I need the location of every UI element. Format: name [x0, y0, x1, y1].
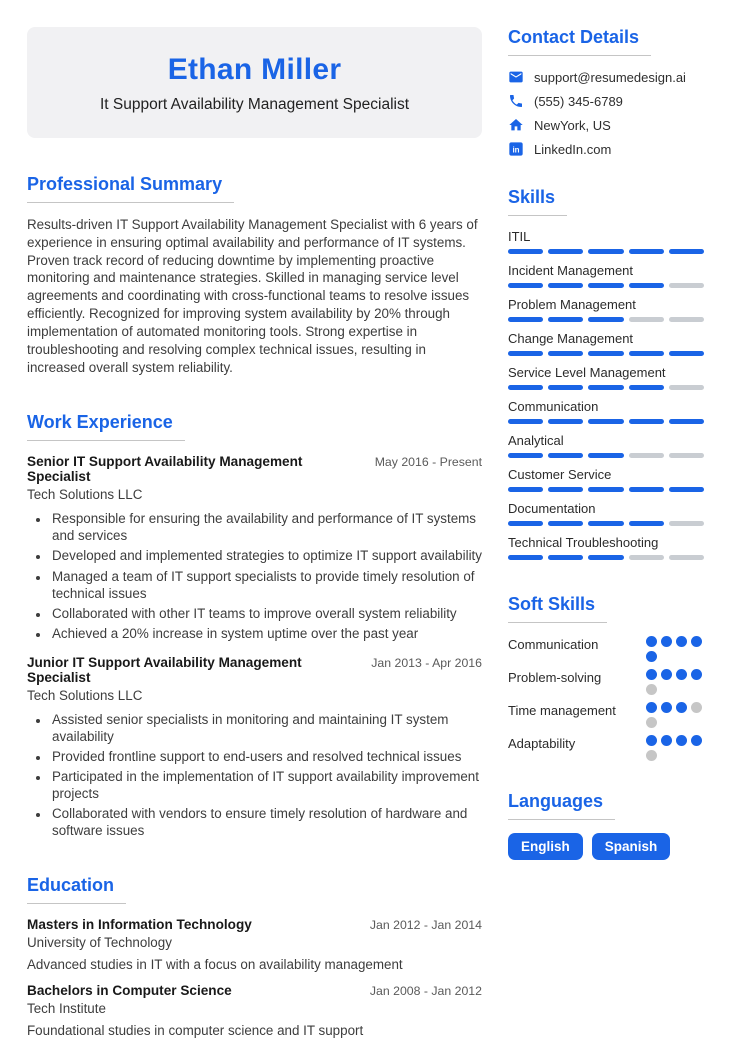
- skill-segment: [508, 487, 543, 492]
- contact-item[interactable]: [508, 93, 704, 109]
- skill-segment: [508, 453, 543, 458]
- soft-skill-item: [508, 669, 704, 695]
- rating-dot: [661, 735, 672, 746]
- soft-skill-name: Problem-solving: [508, 670, 602, 685]
- degree-title: Masters in Information Technology: [27, 916, 252, 932]
- job-bullet: • Achieved a 20% increase in system uptime over the past year: [50, 625, 482, 642]
- soft-skill-dots: [646, 702, 704, 728]
- job-bullet: • Collaborated with vendors to ensure timely resolution of hardware and software issues: [50, 805, 482, 839]
- job-bullet: • Managed a team of IT support specialists to provide timely resolution of technical issues: [50, 568, 482, 602]
- skill-segment: [508, 283, 543, 288]
- job-bullet: • Assisted senior specialists in monitoring and maintaining IT system availability: [50, 711, 482, 745]
- skill-name: Service Level Management: [508, 365, 666, 380]
- skill-segment: [508, 351, 543, 356]
- rating-dot: [646, 684, 657, 695]
- soft-skill-dots: [646, 636, 704, 662]
- skill-segment: [548, 249, 583, 254]
- skill-segment: [629, 419, 664, 424]
- soft-skill-name: Communication: [508, 637, 599, 652]
- skill-level-bar: [508, 283, 704, 288]
- skill-segment: [669, 487, 704, 492]
- contact-item[interactable]: [508, 141, 704, 157]
- rating-dot: [646, 717, 657, 728]
- contact-text: LinkedIn.com: [534, 141, 612, 157]
- skill-item: [508, 399, 704, 424]
- education-entry-header: [27, 917, 482, 932]
- job-entry: [27, 454, 482, 641]
- skill-name: Communication: [508, 399, 599, 414]
- section-professional-summary: [27, 174, 482, 376]
- skill-segment: [548, 317, 583, 322]
- skill-item: [508, 331, 704, 356]
- skill-segment: [508, 317, 543, 322]
- left-column: [27, 27, 482, 1049]
- school-name: University of Technology: [27, 934, 172, 950]
- job-bullet: • Collaborated with other IT teams to improve overall system reliability: [50, 605, 482, 622]
- languages-list: [508, 833, 704, 860]
- job-entry-header: [27, 454, 482, 484]
- job-dates: Jan 2013 - Apr 2016: [371, 655, 482, 670]
- rating-dot: [646, 669, 657, 680]
- job-bullet: • Developed and implemented strategies to optimize IT support availability: [50, 547, 482, 564]
- skill-name: Incident Management: [508, 263, 634, 278]
- school-name: Tech Institute: [27, 1000, 106, 1016]
- soft-skill-name: Time management: [508, 703, 616, 718]
- skill-segment: [669, 555, 704, 560]
- contact-item[interactable]: [508, 117, 704, 133]
- soft-skill-item: [508, 636, 704, 662]
- skill-segment: [629, 317, 664, 322]
- email-icon: [508, 69, 524, 85]
- job-bullet: • Participated in the implementation of IT support availability improvement projects: [50, 768, 482, 802]
- skill-segment: [548, 453, 583, 458]
- skill-level-bar: [508, 453, 704, 458]
- skill-segment: [588, 351, 623, 356]
- rating-dot: [661, 669, 672, 680]
- section-education: [27, 875, 482, 1038]
- skill-item: [508, 263, 704, 288]
- skill-segment: [588, 419, 623, 424]
- jobs-list: [27, 454, 482, 838]
- skill-segment: [548, 385, 583, 390]
- skill-item: [508, 365, 704, 390]
- skill-segment: [588, 453, 623, 458]
- job-title: Junior IT Support Availability Management Specialist: [27, 654, 302, 685]
- skill-segment: [548, 555, 583, 560]
- education-heading: Education: [27, 875, 126, 904]
- skill-segment: [588, 521, 623, 526]
- skill-item: [508, 433, 704, 458]
- skill-segment: [629, 521, 664, 526]
- skill-segment: [629, 249, 664, 254]
- skill-segment: [669, 317, 704, 322]
- skills-list: [508, 229, 704, 560]
- skill-level-bar: [508, 419, 704, 424]
- job-entry-header: [27, 655, 482, 685]
- degree-title: Bachelors in Computer Science: [27, 982, 232, 998]
- skill-segment: [669, 521, 704, 526]
- rating-dot: [646, 750, 657, 761]
- resume-header: [27, 27, 482, 138]
- languages-heading: Languages: [508, 791, 615, 820]
- skill-segment: [669, 249, 704, 254]
- skill-segment: [629, 385, 664, 390]
- soft-skills-list: [508, 636, 704, 761]
- soft-skill-dots: [646, 669, 704, 695]
- skill-segment: [588, 385, 623, 390]
- education-list: [27, 917, 482, 1038]
- skill-name: Technical Troubleshooting: [508, 535, 659, 550]
- skill-name: ITIL: [508, 229, 531, 244]
- education-dates: Jan 2008 - Jan 2012: [369, 983, 482, 998]
- job-bullet: • Responsible for ensuring the availability and performance of IT systems and services: [50, 510, 482, 544]
- skills-heading: Skills: [508, 187, 567, 216]
- contact-text: support@resumedesign.ai: [534, 69, 686, 85]
- education-dates: Jan 2012 - Jan 2014: [369, 917, 482, 932]
- skill-level-bar: [508, 555, 704, 560]
- section-soft-skills: [508, 594, 704, 761]
- skill-segment: [588, 487, 623, 492]
- professional-summary-text: Results-driven IT Support Availability Management Specialist with 6 years of experience in ensuring optimal availability and performance of IT systems. Proven track record of reducing downtime by implementing proactive monitoring and maintenance strategies. Skilled in managing service level agreements and coordinating with cross-functional teams to resolve issues efficiently. Recognized for improving system availability by 20% through implementation of automated monitoring tools. Strong expertise in troubleshooting and resolving complex technical issues, resulting in increased overall system reliability.: [27, 217, 478, 375]
- contact-text: (555) 345-6789: [534, 93, 623, 109]
- section-skills: [508, 187, 704, 560]
- skill-segment: [669, 419, 704, 424]
- skill-segment: [548, 487, 583, 492]
- skill-segment: [588, 555, 623, 560]
- language-pill[interactable]: English: [508, 833, 583, 860]
- svg-text:in: in: [512, 145, 520, 155]
- rating-dot: [691, 735, 702, 746]
- skill-level-bar: [508, 385, 704, 390]
- skill-segment: [588, 317, 623, 322]
- skill-segment: [508, 555, 543, 560]
- candidate-name: Ethan Miller: [167, 53, 342, 86]
- skill-segment: [629, 283, 664, 288]
- section-contact-details: [508, 27, 704, 157]
- contact-list: [508, 69, 704, 157]
- skill-segment: [629, 487, 664, 492]
- skill-item: [508, 467, 704, 492]
- linkedin-icon: [508, 141, 524, 157]
- skill-segment: [629, 555, 664, 560]
- skill-level-bar: [508, 351, 704, 356]
- skill-segment: [669, 351, 704, 356]
- skill-segment: [588, 249, 623, 254]
- job-bullet: • Provided frontline support to end-users and resolved technical issues: [50, 748, 482, 765]
- work-experience-heading: Work Experience: [27, 412, 185, 441]
- skill-segment: [548, 283, 583, 288]
- candidate-title: It Support Availability Management Specialist: [99, 96, 410, 113]
- job-bullets: [27, 711, 482, 839]
- section-work-experience: [27, 412, 482, 838]
- skill-segment: [629, 351, 664, 356]
- skill-name: Documentation: [508, 501, 596, 516]
- skill-item: [508, 297, 704, 322]
- rating-dot: [676, 669, 687, 680]
- rating-dot: [691, 636, 702, 647]
- skill-segment: [508, 249, 543, 254]
- section-languages: [508, 791, 704, 860]
- skill-segment: [508, 385, 543, 390]
- education-description: Advanced studies in IT with a focus on availability management: [27, 956, 403, 972]
- professional-summary-heading: Professional Summary: [27, 174, 234, 203]
- rating-dot: [646, 735, 657, 746]
- skill-level-bar: [508, 521, 704, 526]
- rating-dot: [676, 702, 687, 713]
- rating-dot: [661, 636, 672, 647]
- contact-text: NewYork, US: [534, 117, 611, 133]
- rating-dot: [691, 669, 702, 680]
- soft-skill-dots: [646, 735, 704, 761]
- skill-segment: [669, 385, 704, 390]
- skill-segment: [669, 283, 704, 288]
- contact-item[interactable]: [508, 69, 704, 85]
- job-title: Senior IT Support Availability Management Specialist: [27, 454, 303, 485]
- job-entry: [27, 655, 482, 839]
- phone-icon: [508, 93, 524, 109]
- skill-level-bar: [508, 487, 704, 492]
- home-icon: [508, 117, 524, 133]
- contact-details-heading: Contact Details: [508, 27, 651, 56]
- skill-segment: [508, 419, 543, 424]
- education-entry-header: [27, 983, 482, 998]
- job-company: Tech Solutions LLC: [27, 487, 143, 503]
- education-entry: [27, 983, 482, 1038]
- skill-name: Analytical: [508, 433, 564, 448]
- education-entry: [27, 917, 482, 972]
- skill-segment: [508, 521, 543, 526]
- job-company: Tech Solutions LLC: [27, 687, 143, 703]
- skill-segment: [629, 453, 664, 458]
- job-dates: May 2016 - Present: [374, 455, 482, 470]
- soft-skills-heading: Soft Skills: [508, 594, 607, 623]
- skill-name: Customer Service: [508, 467, 612, 482]
- skill-level-bar: [508, 249, 704, 254]
- rating-dot: [646, 651, 657, 662]
- rating-dot: [646, 636, 657, 647]
- skill-item: [508, 229, 704, 254]
- rating-dot: [646, 702, 657, 713]
- education-description: Foundational studies in computer science and IT support: [27, 1022, 364, 1038]
- soft-skill-name: Adaptability: [508, 736, 576, 751]
- skill-segment: [548, 521, 583, 526]
- soft-skill-item: [508, 735, 704, 761]
- job-bullets: [27, 510, 482, 641]
- rating-dot: [676, 735, 687, 746]
- skill-name: Problem Management: [508, 297, 636, 312]
- skill-segment: [669, 453, 704, 458]
- right-column: [508, 27, 704, 1049]
- skill-item: [508, 535, 704, 560]
- language-pill[interactable]: Spanish: [592, 833, 671, 860]
- skill-item: [508, 501, 704, 526]
- skill-segment: [588, 283, 623, 288]
- rating-dot: [691, 702, 702, 713]
- soft-skill-item: [508, 702, 704, 728]
- rating-dot: [676, 636, 687, 647]
- rating-dot: [661, 702, 672, 713]
- skill-level-bar: [508, 317, 704, 322]
- skill-name: Change Management: [508, 331, 634, 346]
- skill-segment: [548, 419, 583, 424]
- skill-segment: [548, 351, 583, 356]
